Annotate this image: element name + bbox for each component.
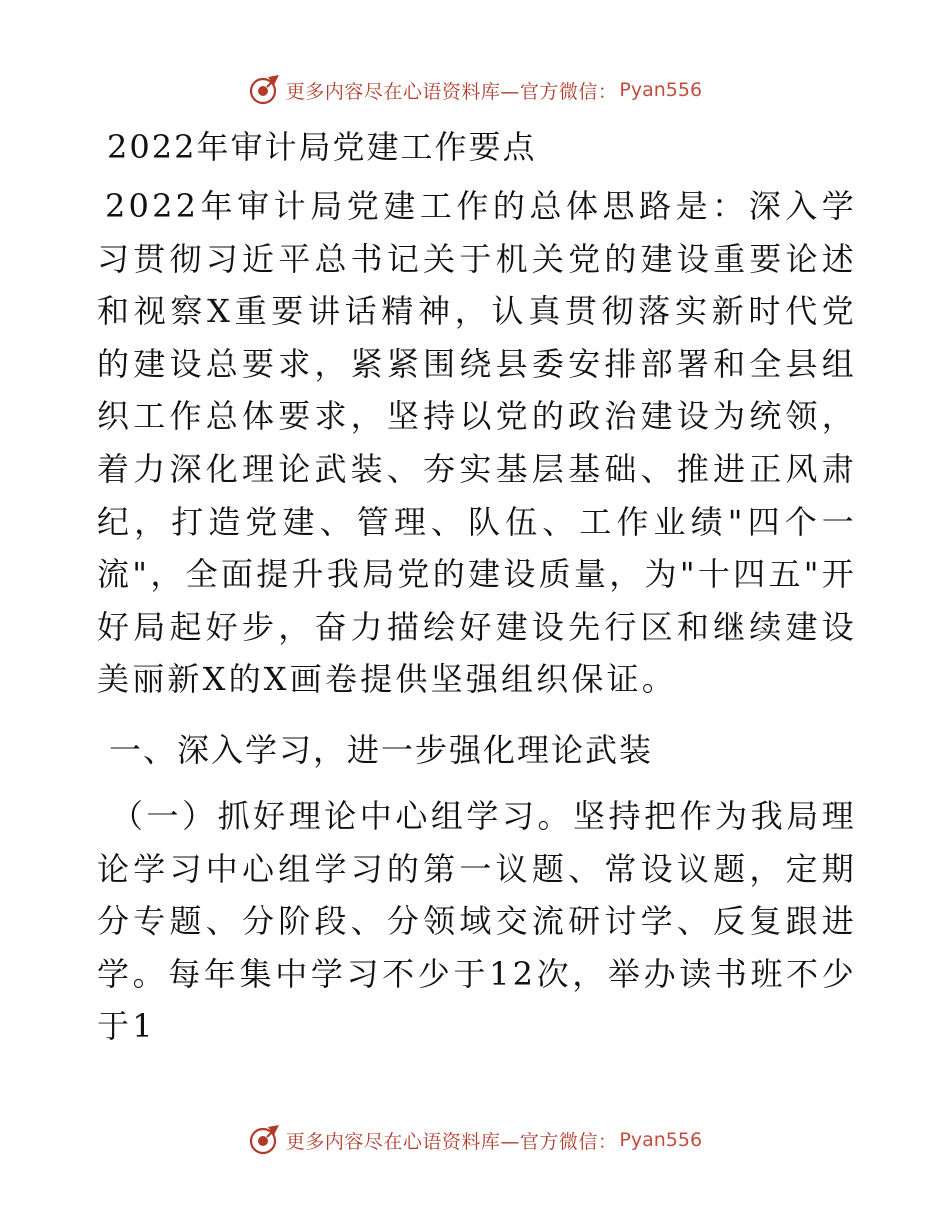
quill-circle-logo-icon xyxy=(248,1123,282,1157)
watermark-text: 更多内容尽在心语资料库—官方微信： xyxy=(285,1130,618,1153)
intro-paragraph: 2022年审计局党建工作的总体思路是：深入学习贯彻习近平总书记关于机关党的建设重要论述和视察X重要讲话精神，认真贯彻落实新时代党的建设总要求，紧紧围绕县委安排部署和全县组织工作总体要求，坚持以党的政治建设为统领，着力深化理论武装、夯实基层基础、推进正风肃纪，打造党建、管理、队伍、工作业绩"四个一流"，全面提升我局党的建设质量，为"十四五"开好局起好步，奋力描绘好建设先行区和继续建设美丽新X的X画卷提供坚强组织保证。 xyxy=(97,187,857,699)
quill-circle-logo-icon xyxy=(248,73,282,107)
watermark-footer xyxy=(0,1122,950,1158)
watermark-text: 更多内容尽在心语资料库—官方微信： xyxy=(285,80,618,103)
watermark-header xyxy=(0,72,950,108)
watermark-wechat-id: Pyan556 xyxy=(619,1129,703,1151)
document-title: 2022年审计局党建工作要点 xyxy=(107,128,537,166)
document-body xyxy=(97,122,857,1053)
section-1-heading: 一、深入学习，进一步强化理论武装 xyxy=(109,730,654,769)
section-1-item-1: （一）抓好理论中心组学习。坚持把作为我局理论学习中心组学习的第一议题、常设议题，定期分专题、分阶段、分领域交流研讨学、反复跟进学。每年集中学习不少于12次，举办读书班不少于1 xyxy=(97,796,857,1046)
watermark-wechat-id: Pyan556 xyxy=(619,79,703,101)
